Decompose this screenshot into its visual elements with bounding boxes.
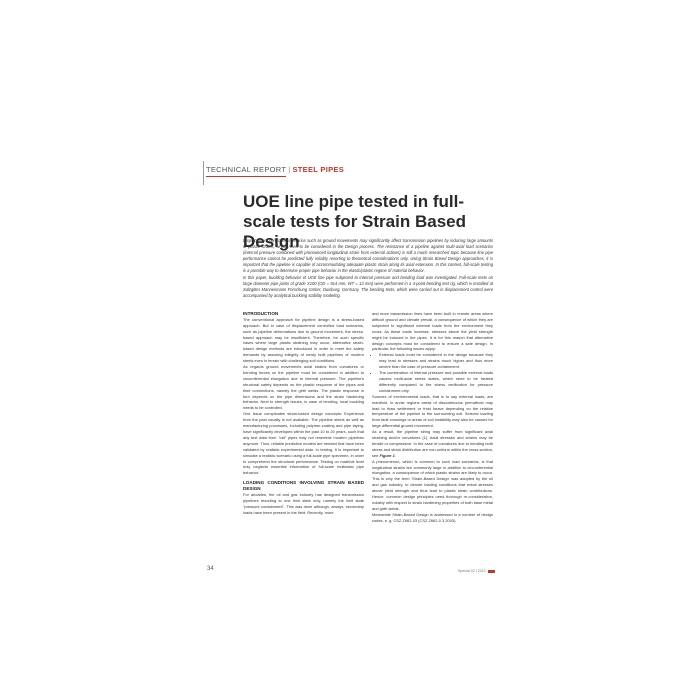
bullet-item: • The combination of internal pressure and possible external loads causes multi-axial stress states, which need to be treated differently compared to the stress verification for pressure containment only. [379, 370, 493, 394]
body-paragraph: For decades, the oil and gas industry has designed transmission pipelines resorting to one limit state only, namely the limit state "pressure containment". This was done although, always, secondary loads have been present in the field. Recently, more [243, 491, 364, 515]
page-number: 34 [207, 566, 214, 572]
header-label: TECHNICAL REPORT [206, 165, 287, 174]
abstract-paragraph: Displacement controlled scenarios such as ground movements may significantly affect transmission pipelines by inducing large amounts of plastic strains, which need to be considered in the Design process. The resistance of a pipeline against multi-axial load scenarios (internal pressure combined with pronounced longitudinal strain from external actions) is still a much researched topic because line pipe performance cannot be predicted fully reliably resorting to theoretical considerations only. Using Strain Based Design approaches, it is important that the pipeline is capable of accommodating adequate plastic strain along its axial extension. In this context, full-scale testing is a possible way to determine proper pipe behavior in the elastic/plastic regime of material behavior. [243, 238, 493, 274]
body-paragraph [372, 429, 493, 459]
header-separator: | [288, 165, 291, 174]
header-vertical-rule [203, 161, 204, 185]
article-title: UOE line pipe tested in full-scale tests for Strain Based Design [243, 192, 466, 251]
figure-reference: Figure 1 [379, 452, 395, 458]
bullet-list [372, 352, 493, 393]
publisher-logo-icon [488, 570, 495, 573]
header-underline [206, 176, 286, 177]
body-paragraph: Sources of environmental loads, that is to say external loads, are manifold. In arctic regions areas of discontinuous permafrost may lead to thaw settlement or frost heave depending on the relative temperature of the pipeline to the surrounding soil. Seismic loading from fault crossings or areas of soil instability may also be causes for large differential ground movement. [372, 393, 493, 429]
running-header [206, 165, 344, 174]
paragraph-text: . [394, 452, 396, 458]
body-paragraph: One issue complicates strain-based design concepts: Experience from the past usually is not available. The pipeline steels as well as manufacturing processes, including polymer-coating and pipe laying, have significantly developed within the past 10 to 20 years, such that any test data from "old" pipes may not resemble modern pipelines anymore. Thus, reliable predictive models are needed that have been validated by realistic experimental data. In testing, it is important to simulate a realistic scenario using a full-scale pipe specimen, in order to comprehend the structural performance. Testing on material level only neglects essential information of full-scale multiaxial pipe behavior. [243, 411, 364, 476]
paragraph-text: As a result, the pipeline string may suffer from significant axial straining and/or curvatures [1]. Axial stresses and strains may be tensile or compressive. In the case of curvatures due to bending both stress and strain distribution are non-uniform within the cross section, see [372, 429, 493, 458]
body-paragraph: The conventional approach for pipeline design is a stress-based approach. But in case of displacement controlled load scenarios, such as pipeline deformations due to ground movement, the stress-based approach may be insufficient. Therefore, for such specific cases where large plastic straining may occur, alternative strain-based design methods are introduced in order to meet the safety demands by assuring integrity of newly built pipelines of modern steels even in terrain with challenging soil conditions. [243, 316, 364, 364]
article-abstract [243, 238, 493, 300]
body-column-right [372, 311, 493, 524]
footer-issue [458, 569, 495, 573]
section-heading-loading-conditions: LOADING CONDITIONS INVOLVING STRAIN BASED DESIGN [243, 480, 364, 492]
header-section: STEEL PIPES [292, 165, 344, 174]
abstract-paragraph: In this paper, buckling behavior of UOE line pipe subjected to internal pressure and bending load was investigated. Full-scale tests on large diameter pipe joints of grade X100 (OD = 914 mm, WT = 13 mm) were performed in a 4-point-bending test rig, which is installed at Salzgitter Mannesmann Forschung GmbH, Duisburg, Germany. The bending tests, which were carried out in displacement control were accompanied by analytical buckling stability modeling. [243, 275, 493, 299]
section-heading-introduction: INTRODUCTION [243, 311, 279, 316]
body-paragraph: A phenomenon, which is common to such load scenarios, is that longitudinal strains are commonly large in addition to circumferential elongation, a consequence of which plastic strains are likely to occur. This is why the term 'Strain-Based Design' was adopted by the oil and gas industry, to denote loading conditions that entail stresses above yield strength and thus lead to plastic strain contributions. Hence, common design principles need thorough re-consideration, notably with respect to strain hardening properties of both base metal and girth welds. [372, 458, 493, 511]
bullet-item: • External loads must be considered in the design because they may lead to stresses and strains much higher and thus more severe than the case of pressure containment. [379, 352, 493, 370]
body-column-left [243, 311, 364, 515]
body-paragraph: As regards ground movements axial strains from curvatures or bending forces on the pipeline must be considered in addition to circumferential elongation due to internal pressure. The pipeline's structural safety depends on the plastic response of the pipes and their connections, namely the girth welds. The plastic response in turn depends on the pipe dimensions and the strain hardening behavior. Next to strength issues, in case of bending, local buckling needs to be controlled. [243, 364, 364, 411]
footer-issue-text: Special 02 | 2012 [458, 569, 486, 573]
body-paragraph: and more transmission lines have been built in remote areas where difficult ground and climate prevail, a consequence of which they are subjected to significant external loads from the environment they cross. As these loads increase, stresses above the yield strength might be induced in the pipes. It is for this reason that alternative design concepts must be considered to ensure a safe design. In particular, the following issues apply: [372, 311, 493, 352]
body-paragraph: Meanwhile Strain-Based Design is addressed in a number of design codes, e. g. CSZ Z662-03 (CSZ Z662-0 3 2003). [372, 511, 493, 523]
